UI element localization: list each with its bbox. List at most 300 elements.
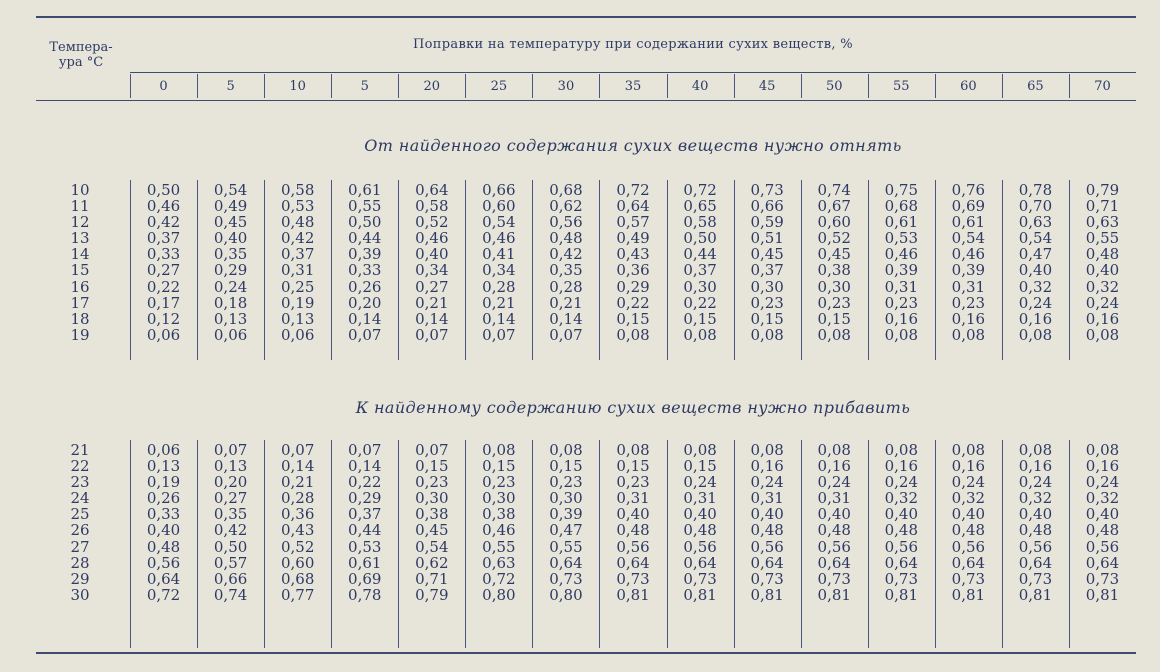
value-cell: 0,14 — [549, 309, 583, 328]
value-cell: 0,23 — [884, 293, 918, 312]
value-cell: 0,72 — [146, 585, 181, 604]
column-divider — [667, 74, 668, 98]
value-cell: 0,06 — [280, 325, 315, 344]
value-cell: 0,16 — [951, 309, 986, 328]
value-cell: 0,12 — [146, 309, 181, 328]
value-cell: 0,20 — [348, 293, 382, 312]
temperature-header-line2: ура °С — [58, 55, 104, 70]
value-cell: 0,16 — [1018, 309, 1053, 328]
column-divider — [935, 180, 936, 360]
value-cell: 0,60 — [482, 197, 516, 216]
value-cell: 0,69 — [348, 569, 382, 588]
column-divider — [532, 74, 533, 98]
value-cell: 0,73 — [1085, 569, 1120, 588]
value-cell: 0,55 — [482, 537, 516, 556]
value-cell: 0,62 — [415, 553, 449, 572]
temperature-cell: 19 — [70, 325, 90, 344]
value-cell: 0,06 — [213, 325, 248, 344]
section-title-subtract: От найденного содержания сухих веществ нужно отнять — [364, 136, 902, 155]
value-cell: 0,52 — [280, 537, 315, 556]
subtract-value-column-3 — [335, 182, 395, 343]
subtract-value-column-5 — [469, 182, 529, 343]
value-cell: 0,60 — [280, 553, 315, 572]
value-cell: 0,64 — [1085, 553, 1120, 572]
column-header-13: 65 — [1027, 79, 1044, 94]
value-cell: 0,08 — [1018, 441, 1053, 459]
value-cell: 0,63 — [1085, 213, 1120, 232]
value-cell: 0,06 — [146, 325, 181, 344]
column-divider — [868, 74, 869, 98]
value-cell: 0,22 — [146, 277, 181, 296]
subtract-value-column-14 — [1073, 182, 1133, 343]
value-cell: 0,68 — [280, 569, 315, 588]
subtract-value-column-2 — [268, 182, 328, 343]
header-bottom-rule — [36, 100, 1136, 101]
value-cell: 0,42 — [280, 229, 315, 248]
column-header-0: 0 — [159, 79, 168, 94]
column-header-8: 40 — [691, 79, 709, 94]
value-cell: 0,45 — [213, 213, 248, 232]
value-cell: 0,40 — [1018, 261, 1053, 280]
value-cell: 0,73 — [616, 569, 650, 588]
column-divider — [1069, 74, 1070, 98]
column-header-9: 45 — [758, 79, 776, 94]
value-cell: 0,48 — [1085, 521, 1120, 540]
value-cell: 0,16 — [1018, 457, 1053, 476]
value-cell: 0,40 — [884, 505, 918, 524]
value-cell: 0,25 — [280, 277, 315, 296]
value-cell: 0,81 — [750, 585, 784, 604]
value-cell: 0,40 — [1085, 261, 1120, 280]
value-cell: 0,28 — [280, 489, 315, 508]
value-cell: 0,07 — [549, 325, 583, 344]
value-cell: 0,46 — [951, 245, 986, 264]
value-cell: 0,56 — [549, 213, 583, 232]
column-divider — [331, 440, 332, 648]
column-header-6: 30 — [557, 79, 575, 94]
value-cell: 0,23 — [549, 473, 583, 492]
value-cell: 0,37 — [683, 261, 717, 280]
value-cell: 0,56 — [884, 537, 918, 556]
value-cell: 0,48 — [951, 521, 986, 540]
value-cell: 0,50 — [213, 537, 248, 556]
value-cell: 0,13 — [280, 309, 315, 328]
add-value-column-3 — [335, 442, 395, 603]
value-cell: 0,61 — [884, 213, 918, 232]
value-cell: 0,40 — [1018, 505, 1053, 524]
value-cell: 0,07 — [482, 325, 516, 344]
value-cell: 0,58 — [415, 197, 449, 216]
column-header-7: 35 — [624, 79, 642, 94]
value-cell: 0,73 — [549, 569, 583, 588]
value-cell: 0,15 — [549, 457, 583, 476]
value-cell: 0,45 — [415, 521, 449, 540]
temperature-cell: 14 — [70, 245, 90, 264]
value-cell: 0,07 — [213, 441, 248, 459]
column-divider — [1002, 180, 1003, 360]
value-cell: 0,37 — [280, 245, 315, 264]
value-cell: 0,24 — [1085, 473, 1120, 492]
value-cell: 0,44 — [683, 245, 717, 264]
column-header-5: 25 — [490, 79, 508, 94]
value-cell: 0,69 — [951, 197, 986, 216]
value-cell: 0,32 — [1085, 489, 1120, 508]
value-cell: 0,19 — [146, 473, 181, 492]
value-cell: 0,40 — [1085, 505, 1120, 524]
value-cell: 0,32 — [1018, 277, 1053, 296]
value-cell: 0,73 — [683, 569, 717, 588]
value-cell: 0,23 — [817, 293, 851, 312]
value-cell: 0,08 — [1085, 325, 1120, 344]
column-divider — [801, 440, 802, 648]
column-divider — [264, 440, 265, 648]
value-cell: 0,47 — [1018, 245, 1053, 264]
value-cell: 0,39 — [951, 261, 986, 280]
value-cell: 0,08 — [884, 441, 918, 459]
value-cell: 0,54 — [415, 537, 449, 556]
value-cell: 0,64 — [951, 553, 986, 572]
value-cell: 0,33 — [146, 245, 181, 264]
value-cell: 0,24 — [213, 277, 248, 296]
subtract-temperature-column — [50, 182, 110, 343]
value-cell: 0,24 — [817, 473, 851, 492]
value-cell: 0,64 — [817, 553, 851, 572]
value-cell: 0,34 — [482, 261, 516, 280]
value-cell: 0,23 — [616, 473, 650, 492]
value-cell: 0,48 — [817, 521, 851, 540]
top-rule — [36, 16, 1136, 18]
column-divider — [331, 74, 332, 98]
value-cell: 0,51 — [750, 229, 784, 248]
value-cell: 0,78 — [348, 585, 382, 604]
temperature-cell: 13 — [70, 229, 90, 248]
value-cell: 0,31 — [951, 277, 986, 296]
section-title-add: К найденному содержанию сухих веществ нужно прибавить — [355, 398, 911, 417]
value-cell: 0,67 — [817, 197, 851, 216]
subtract-value-column-6 — [536, 182, 596, 343]
value-cell: 0,46 — [884, 245, 918, 264]
corrections-header: Поправки на температуру при содержании сухих веществ, % — [413, 37, 853, 52]
value-cell: 0,15 — [683, 309, 717, 328]
value-cell: 0,29 — [213, 261, 248, 280]
value-cell: 0,64 — [616, 553, 650, 572]
temperature-cell: 21 — [70, 441, 90, 459]
column-divider — [532, 440, 533, 648]
value-cell: 0,21 — [415, 293, 449, 312]
value-cell: 0,15 — [616, 457, 650, 476]
value-cell: 0,45 — [817, 245, 851, 264]
value-cell: 0,16 — [1085, 309, 1120, 328]
value-cell: 0,27 — [213, 489, 248, 508]
value-cell: 0,46 — [415, 229, 449, 248]
value-cell: 0,66 — [482, 181, 516, 199]
value-cell: 0,48 — [1085, 245, 1120, 264]
value-cell: 0,08 — [616, 441, 650, 459]
value-cell: 0,06 — [146, 441, 181, 459]
value-cell: 0,41 — [482, 245, 516, 264]
value-cell: 0,14 — [280, 457, 315, 476]
value-cell: 0,32 — [1018, 489, 1053, 508]
value-cell: 0,31 — [750, 489, 784, 508]
value-cell: 0,56 — [750, 537, 784, 556]
value-cell: 0,64 — [146, 569, 181, 588]
value-cell: 0,13 — [213, 309, 248, 328]
value-cell: 0,24 — [884, 473, 918, 492]
value-cell: 0,64 — [683, 553, 717, 572]
column-divider — [398, 440, 399, 648]
value-cell: 0,81 — [1085, 585, 1120, 604]
value-cell: 0,81 — [683, 585, 717, 604]
value-cell: 0,43 — [280, 521, 315, 540]
column-divider — [734, 74, 735, 98]
value-cell: 0,73 — [1018, 569, 1053, 588]
value-cell: 0,45 — [750, 245, 784, 264]
subtract-value-column-8 — [670, 182, 730, 343]
subtract-value-column-0 — [134, 182, 194, 343]
value-cell: 0,71 — [1085, 197, 1120, 216]
add-value-column-11 — [871, 442, 931, 603]
value-cell: 0,52 — [817, 229, 851, 248]
temperature-cell: 24 — [70, 489, 90, 508]
subtract-value-column-1 — [201, 182, 261, 343]
column-divider — [465, 74, 466, 98]
value-cell: 0,50 — [683, 229, 717, 248]
column-divider — [532, 180, 533, 360]
column-header-12: 60 — [960, 79, 977, 94]
value-cell: 0,56 — [683, 537, 717, 556]
value-cell: 0,21 — [549, 293, 583, 312]
value-cell: 0,77 — [280, 585, 315, 604]
value-cell: 0,07 — [280, 441, 315, 459]
value-cell: 0,23 — [750, 293, 784, 312]
value-cell: 0,14 — [415, 309, 449, 328]
value-cell: 0,61 — [951, 213, 986, 232]
temperature-cell: 10 — [70, 181, 90, 199]
value-cell: 0,16 — [884, 457, 918, 476]
value-cell: 0,31 — [683, 489, 717, 508]
value-cell: 0,08 — [951, 441, 986, 459]
value-cell: 0,08 — [1085, 441, 1120, 459]
value-cell: 0,08 — [750, 441, 784, 459]
add-value-column-4 — [402, 442, 462, 603]
value-cell: 0,74 — [213, 585, 248, 604]
value-cell: 0,72 — [616, 181, 650, 199]
value-cell: 0,48 — [1018, 521, 1053, 540]
value-cell: 0,58 — [280, 181, 315, 199]
add-temperature-column — [50, 442, 110, 603]
temperature-cell: 22 — [70, 457, 90, 476]
value-cell: 0,73 — [750, 181, 784, 199]
value-cell: 0,81 — [951, 585, 986, 604]
subtract-value-column-10 — [804, 182, 864, 343]
value-cell: 0,16 — [951, 457, 986, 476]
column-header-3: 5 — [360, 79, 369, 94]
column-divider — [667, 440, 668, 648]
column-divider — [1069, 440, 1070, 648]
value-cell: 0,39 — [348, 245, 382, 264]
value-cell: 0,30 — [817, 277, 851, 296]
value-cell: 0,08 — [817, 441, 851, 459]
value-cell: 0,38 — [817, 261, 851, 280]
column-divider — [465, 440, 466, 648]
subtract-value-column-11 — [871, 182, 931, 343]
value-cell: 0,13 — [146, 457, 181, 476]
value-cell: 0,40 — [951, 505, 986, 524]
value-cell: 0,21 — [280, 473, 315, 492]
temperature-cell: 27 — [70, 537, 90, 556]
column-divider — [465, 180, 466, 360]
value-cell: 0,24 — [683, 473, 717, 492]
column-divider — [935, 74, 936, 98]
value-cell: 0,61 — [348, 181, 382, 199]
temperature-cell: 18 — [70, 309, 90, 328]
value-cell: 0,16 — [750, 457, 784, 476]
value-cell: 0,78 — [1018, 181, 1053, 199]
value-cell: 0,75 — [884, 181, 918, 199]
value-cell: 0,08 — [482, 441, 516, 459]
value-cell: 0,81 — [616, 585, 650, 604]
value-cell: 0,56 — [1085, 537, 1120, 556]
value-cell: 0,73 — [817, 569, 851, 588]
value-cell: 0,50 — [146, 181, 181, 199]
temperature-cell: 28 — [70, 553, 90, 572]
value-cell: 0,15 — [750, 309, 784, 328]
value-cell: 0,55 — [1085, 229, 1120, 248]
value-cell: 0,14 — [348, 309, 382, 328]
value-cell: 0,44 — [348, 229, 382, 248]
value-cell: 0,40 — [750, 505, 784, 524]
value-cell: 0,27 — [146, 261, 181, 280]
value-cell: 0,27 — [415, 277, 449, 296]
value-cell: 0,26 — [348, 277, 382, 296]
subtract-value-column-9 — [737, 182, 797, 343]
value-cell: 0,08 — [683, 441, 717, 459]
value-cell: 0,74 — [817, 181, 851, 199]
value-cell: 0,52 — [415, 213, 449, 232]
value-cell: 0,57 — [213, 553, 248, 572]
value-cell: 0,81 — [1018, 585, 1053, 604]
value-cell: 0,08 — [616, 325, 650, 344]
value-cell: 0,38 — [415, 505, 449, 524]
column-divider — [868, 180, 869, 360]
temperature-header-line1: Темпера- — [49, 40, 113, 55]
value-cell: 0,42 — [213, 521, 248, 540]
value-cell: 0,14 — [348, 457, 382, 476]
value-cell: 0,64 — [549, 553, 583, 572]
value-cell: 0,13 — [213, 457, 248, 476]
value-cell: 0,62 — [549, 197, 583, 216]
value-cell: 0,22 — [348, 473, 382, 492]
value-cell: 0,81 — [817, 585, 851, 604]
column-header-14: 70 — [1094, 79, 1111, 94]
value-cell: 0,33 — [146, 505, 181, 524]
temperature-header — [36, 40, 126, 70]
value-cell: 0,64 — [415, 181, 449, 199]
value-cell: 0,40 — [616, 505, 650, 524]
value-cell: 0,24 — [1085, 293, 1120, 312]
value-cell: 0,08 — [549, 441, 583, 459]
value-cell: 0,16 — [817, 457, 851, 476]
value-cell: 0,56 — [146, 553, 181, 572]
value-cell: 0,46 — [482, 521, 516, 540]
column-divider — [935, 440, 936, 648]
bottom-rule — [36, 652, 1136, 654]
value-cell: 0,73 — [750, 569, 784, 588]
value-cell: 0,18 — [213, 293, 248, 312]
value-cell: 0,29 — [616, 277, 650, 296]
value-cell: 0,39 — [884, 261, 918, 280]
value-cell: 0,35 — [549, 261, 583, 280]
column-divider — [1002, 74, 1003, 98]
value-cell: 0,07 — [415, 441, 449, 459]
value-cell: 0,64 — [750, 553, 784, 572]
value-cell: 0,55 — [549, 537, 583, 556]
value-cell: 0,31 — [616, 489, 650, 508]
value-cell: 0,72 — [482, 569, 516, 588]
value-cell: 0,64 — [884, 553, 918, 572]
value-cell: 0,30 — [482, 489, 516, 508]
value-cell: 0,14 — [482, 309, 516, 328]
column-divider — [868, 440, 869, 648]
value-cell: 0,16 — [1085, 457, 1120, 476]
add-value-column-8 — [670, 442, 730, 603]
value-cell: 0,76 — [951, 181, 986, 199]
value-cell: 0,55 — [348, 197, 382, 216]
value-cell: 0,31 — [817, 489, 851, 508]
value-cell: 0,24 — [1018, 293, 1053, 312]
value-cell: 0,07 — [415, 325, 449, 344]
value-cell: 0,30 — [750, 277, 784, 296]
value-cell: 0,22 — [683, 293, 717, 312]
value-cell: 0,36 — [280, 505, 315, 524]
value-cell: 0,20 — [213, 473, 248, 492]
column-divider — [734, 180, 735, 360]
column-divider — [599, 74, 600, 98]
value-cell: 0,50 — [348, 213, 382, 232]
value-cell: 0,58 — [683, 213, 717, 232]
value-cell: 0,70 — [1018, 197, 1053, 216]
value-cell: 0,53 — [884, 229, 918, 248]
temperature-cell: 29 — [70, 569, 90, 588]
value-cell: 0,23 — [482, 473, 516, 492]
value-cell: 0,35 — [213, 245, 248, 264]
value-cell: 0,46 — [146, 197, 181, 216]
value-cell: 0,61 — [348, 553, 382, 572]
value-cell: 0,37 — [348, 505, 382, 524]
value-cell: 0,34 — [415, 261, 449, 280]
column-divider — [197, 74, 198, 98]
column-divider — [331, 180, 332, 360]
header-mid-rule — [130, 72, 1136, 73]
value-cell: 0,24 — [951, 473, 986, 492]
value-cell: 0,79 — [1085, 181, 1120, 199]
column-divider — [197, 180, 198, 360]
value-cell: 0,24 — [750, 473, 784, 492]
column-divider — [130, 440, 131, 648]
column-divider — [130, 74, 131, 98]
value-cell: 0,59 — [750, 213, 784, 232]
value-cell: 0,54 — [1018, 229, 1053, 248]
column-divider — [801, 74, 802, 98]
value-cell: 0,54 — [951, 229, 986, 248]
value-cell: 0,40 — [683, 505, 717, 524]
value-cell: 0,33 — [348, 261, 382, 280]
add-value-column-9 — [737, 442, 797, 603]
value-cell: 0,66 — [213, 569, 248, 588]
value-cell: 0,23 — [951, 293, 986, 312]
value-cell: 0,32 — [951, 489, 986, 508]
value-cell: 0,31 — [280, 261, 315, 280]
